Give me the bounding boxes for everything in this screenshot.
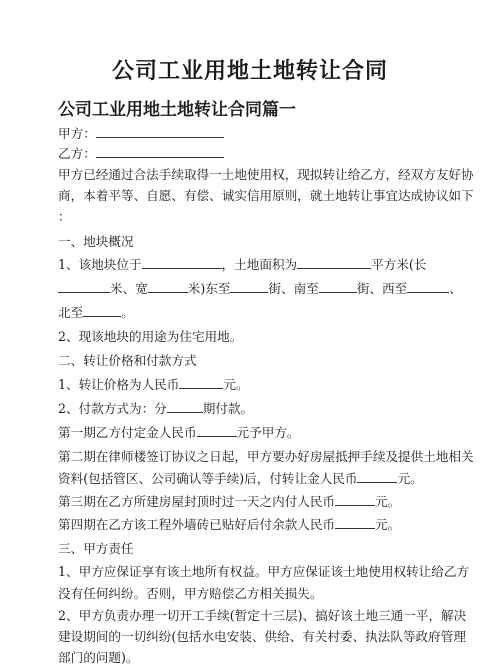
party-b-line	[58, 145, 224, 163]
text-segment: 、	[449, 281, 462, 296]
document-title: 公司工业用地土地转让合同	[111, 58, 388, 84]
document-subtitle: 公司工业用地土地转让合同篇一	[58, 100, 296, 120]
text-segment: ，土地面积为	[221, 257, 298, 272]
party-b-blank	[96, 145, 224, 158]
payment-4-blank	[335, 516, 375, 529]
text-segment: 北至	[58, 305, 84, 320]
east-blank	[230, 280, 268, 293]
width-blank	[148, 280, 188, 293]
text-segment: 元。	[375, 494, 401, 509]
intro-line-3: ：	[58, 209, 71, 224]
section3-item1-line1: 1、甲方应保证享有该土地所有权益。甲方应保证该土地使用权转让给乙方	[58, 564, 470, 579]
text-segment: 2、付款方式为：分	[58, 401, 167, 416]
text-segment: 第四期在乙方该工程外墙砖已贴好后付余款人民币	[58, 517, 336, 532]
party-a-label: 甲方：	[58, 126, 96, 141]
payment-4	[58, 516, 400, 534]
payment-3-blank	[335, 493, 375, 506]
installments-blank	[167, 400, 203, 413]
section2-item1	[58, 376, 249, 394]
location-blank	[142, 256, 222, 269]
payment-1	[58, 424, 300, 442]
text-segment: 1、该地块位于	[58, 257, 142, 272]
section3-item2-line1: 2、甲方负责办理一切开工手续(暂定十三层)、搞好该土地三通一平，解决	[58, 608, 467, 623]
text-segment: 1、转让价格为人民币	[58, 377, 180, 392]
intro-line-2: 商，本着平等、自愿、有偿、诚实信用原则，就土地转让事宜达成协议如下	[58, 188, 474, 203]
party-a-blank	[96, 125, 224, 138]
text-segment: 。	[121, 305, 134, 320]
text-segment: 米)东至	[187, 281, 231, 296]
text-segment: 元。	[397, 471, 423, 486]
west-blank	[407, 280, 449, 293]
text-segment: 第三期在乙方所建房屋封顶时过一天之内付人民币	[58, 494, 336, 509]
payment-3	[58, 493, 400, 511]
text-segment: 街、西至	[356, 281, 408, 296]
section2-item2	[58, 400, 253, 418]
section3-item2-line2: 建设期间的一切纠纷(包括水电安装、供给、有关村委、执法队等政府管理	[58, 629, 466, 644]
length-blank	[58, 280, 110, 293]
text-segment: 第一期乙方付定金人民币	[58, 425, 197, 440]
section1-item1-line3	[58, 304, 134, 322]
text-segment: 元予甲方。	[236, 425, 300, 440]
north-blank	[83, 304, 121, 317]
payment-2-blank	[357, 470, 397, 483]
party-a-line	[58, 125, 224, 143]
section1-item2: 2、现该地块的用途为住宅用地。	[58, 329, 243, 344]
text-segment: 元。	[223, 377, 249, 392]
section1-heading: 一、地块概况	[58, 234, 134, 249]
text-segment: 元。	[375, 517, 401, 532]
text-segment: 期付款。	[202, 401, 254, 416]
payment-2-line1: 第二期在律师楼签订协议之日起，甲方要办好房屋抵押手续及提供土地相关	[58, 449, 474, 464]
text-segment: 街、南至	[268, 281, 319, 296]
section3-heading: 三、甲方责任	[58, 541, 134, 556]
section3-item2-line3: 部门的问题)。	[58, 650, 139, 665]
text-segment: 平方米(长	[371, 257, 427, 272]
payment-1-blank	[197, 424, 237, 437]
payment-2-line2	[58, 470, 423, 488]
party-b-label: 乙方：	[58, 146, 96, 161]
section2-heading: 二、转让价格和付款方式	[58, 353, 197, 368]
intro-line-1: 甲方已经通过合法手续取得一土地使用权，现拟转让给乙方，经双方友好协	[58, 167, 474, 182]
price-blank	[179, 376, 223, 389]
text-segment: 资料(包括管区、公司确认等手续)后，付转让金人民币	[58, 471, 358, 486]
south-blank	[319, 280, 357, 293]
section1-item1-line2	[58, 280, 462, 298]
text-segment: 米、宽	[110, 281, 148, 296]
section1-item1-line1	[58, 256, 426, 274]
section3-item1-line2: 没有任何纠纷。否则，甲方赔偿乙方相关损失。	[58, 586, 323, 601]
area-blank	[297, 256, 371, 269]
